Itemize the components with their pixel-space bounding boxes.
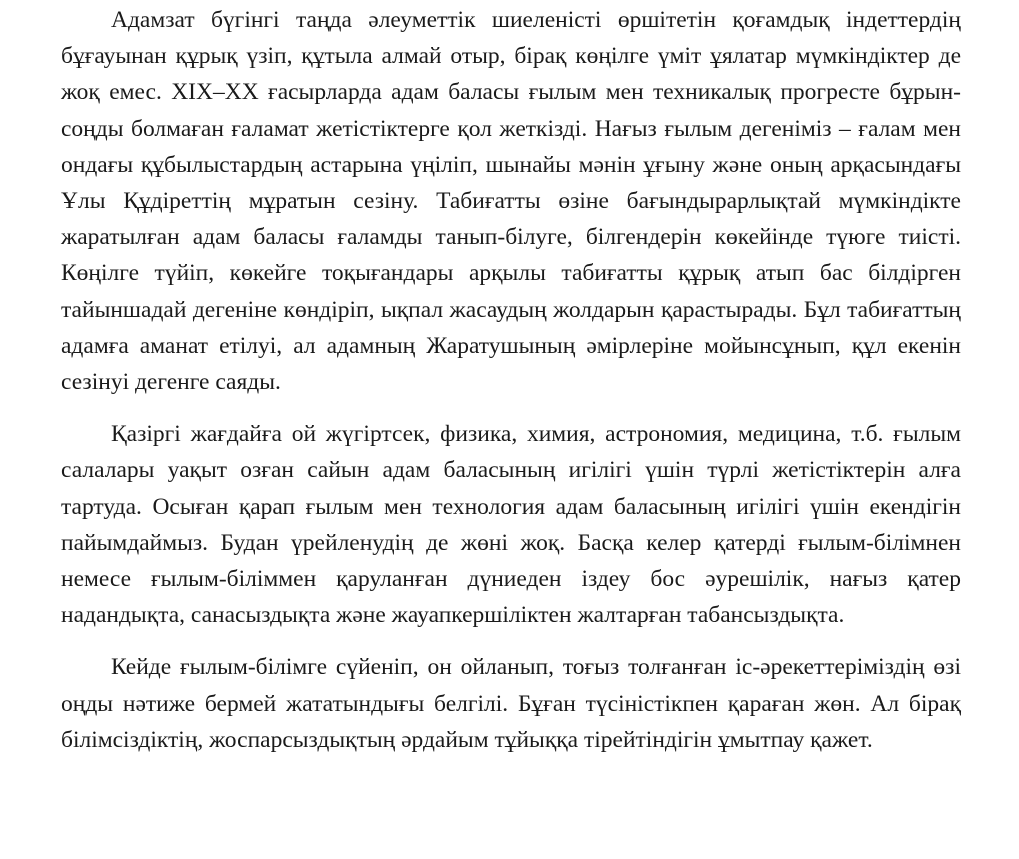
paragraph-1: Адамзат бүгінгі таңда әлеуметтік шиеленісті өршітетін қоғамдық індеттердің бұғауынан құрық үзіп, құтыла алмай отыр, бірақ көңілге үміт ұялатар мүмкіндіктер де жоқ емес. XIX–XX ғасырларда адам баласы ғылым мен техникалық прогресте бұрын-соңды болмаған ғаламат жетістіктерге қол жеткізді. Нағыз ғылым дегеніміз – ғалам мен ондағы құбылыстардың астарына үңіліп, шынайы мәнін ұғыну және оның арқасындағы Ұлы Құдіреттің мұратын сезіну. Табиғатты өзіне бағындырарлықтай мүмкіндікте жаратылған адам баласы ғаламды танып-білуге, білгендерін көкейінде түюге тиісті. Көңілге түйіп, көкейге тоқығандары арқылы табиғатты құрық атып бас білдірген тайыншадай дегеніне көндіріп, ықпал жасаудың жолдарын қарастырады. Бұл табиғаттың адамға аманат етілуі, ал адамның Жаратушының әмірлеріне мойынсұнып, құл екенін сезінуі дегенге саяды. xyxy=(61,7,961,396)
paragraph-2: Қазіргі жағдайға ой жүгіртсек, физика, химия, астрономия, медицина, т.б. ғылым салалары уақыт озған сайын адам баласының игілігі үшін түрлі жетістіктерін алға тартуда. Осыған қарап ғылым мен технология адам баласының игілігі үшін екендігін пайымдаймыз. Будан үрейленудің де жөні жоқ. Басқа келер қатерді ғылым-білімнен немесе ғылым-біліммен қаруланған дүниеден іздеу бос әурешілік, нағыз қатер надандықта, санасыздықта және жауапкершіліктен жалтарған табансыздықта. xyxy=(61,421,961,629)
paragraph-3: Кейде ғылым-білімге сүйеніп, он ойланып, тоғыз толғанған іс-әрекеттеріміздің өзі оңды нәтиже бермей жататындығы белгілі. Бұған түсіністікпен қараған жөн. Ал бірақ білімсіздіктің, жоспарсыздықтың әрдайым тұйыққа тірейтіндігін ұмытпау қажет. xyxy=(61,654,961,753)
document-page xyxy=(61,0,961,758)
